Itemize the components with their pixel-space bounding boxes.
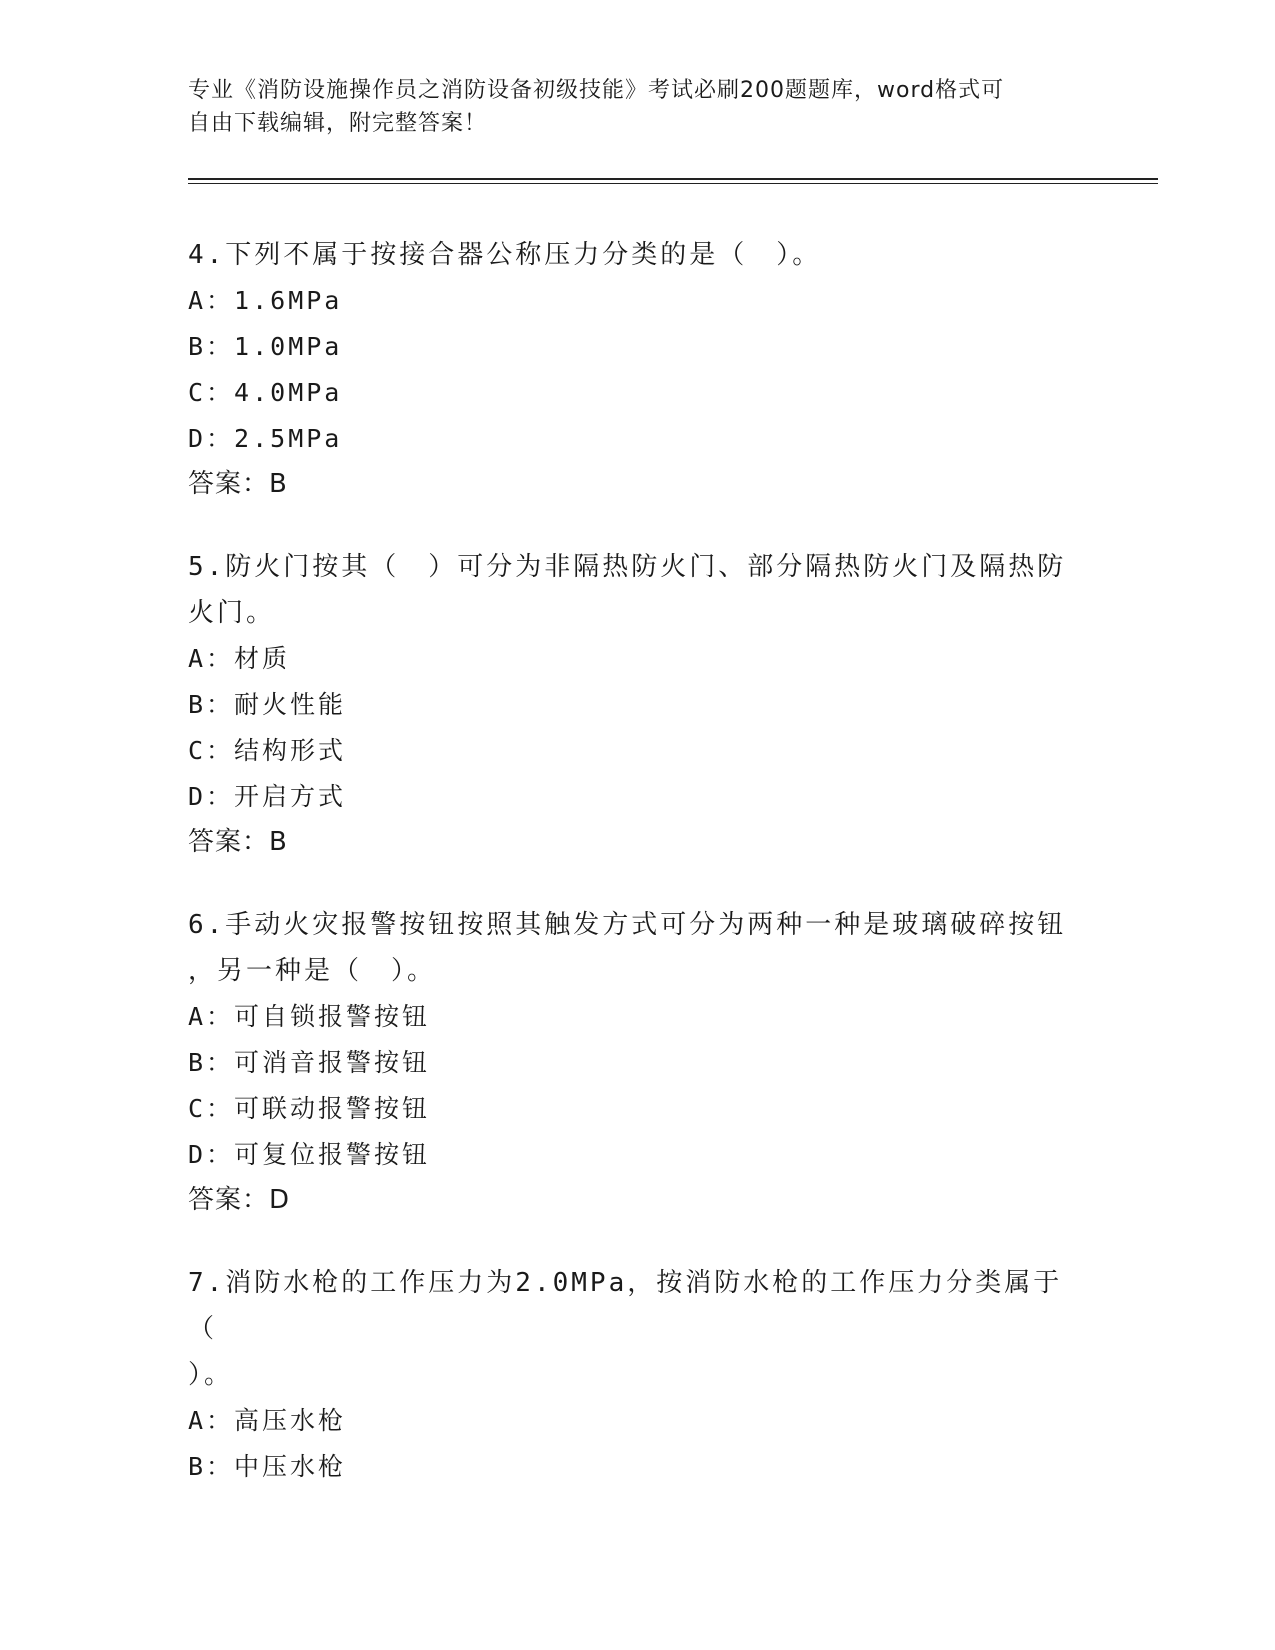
option-a: A：可自锁报警按钮: [188, 1002, 431, 1031]
document-header: [188, 74, 1068, 140]
question-5: [188, 544, 1068, 864]
question-6: [188, 902, 1068, 1222]
answer-line: 答案：D: [188, 1185, 291, 1215]
question-7: [188, 1260, 1068, 1490]
option-d: D：可复位报警按钮: [188, 1140, 431, 1169]
header-line-2: 自由下载编辑，附完整答案！: [188, 111, 488, 136]
option-c: C：4.0MPa: [188, 378, 343, 407]
question-stem-line-2: ，另一种是（ ）。: [188, 956, 437, 986]
question-stem-line-2: 火门。: [188, 598, 276, 628]
option-a: A：材质: [188, 644, 291, 673]
option-b: B：可消音报警按钮: [188, 1048, 431, 1077]
question-stem: 4.下列不属于按接合器公称压力分类的是（ ）。: [188, 240, 822, 270]
option-c: C：结构形式: [188, 736, 347, 765]
option-a: A：高压水枪: [188, 1406, 347, 1435]
option-c: C：可联动报警按钮: [188, 1094, 431, 1123]
question-4: [188, 232, 1068, 506]
question-list: [188, 232, 1068, 1528]
option-d: D：开启方式: [188, 782, 347, 811]
option-b: B：耐火性能: [188, 690, 347, 719]
question-stem-line-1: 7.消防水枪的工作压力为2.0MPa，按消防水枪的工作压力分类属于（: [188, 1268, 1063, 1344]
question-stem-line-1: 5.防火门按其（ ）可分为非隔热防火门、部分隔热防火门及隔热防: [188, 552, 1067, 582]
question-stem-line-1: 6.手动火灾报警按钮按照其触发方式可分为两种一种是玻璃破碎按钮: [188, 910, 1067, 940]
option-a: A：1.6MPa: [188, 286, 343, 315]
option-b: B：中压水枪: [188, 1452, 347, 1481]
header-line-1: 专业《消防设施操作员之消防设备初级技能》考试必刷200题题库，word格式可: [188, 78, 1005, 103]
question-stem-line-2: ）。: [188, 1360, 234, 1390]
option-d: D：2.5MPa: [188, 424, 343, 453]
answer-line: 答案：B: [188, 469, 288, 499]
option-b: B：1.0MPa: [188, 332, 343, 361]
header-divider: [188, 178, 1158, 184]
answer-line: 答案：B: [188, 827, 288, 857]
